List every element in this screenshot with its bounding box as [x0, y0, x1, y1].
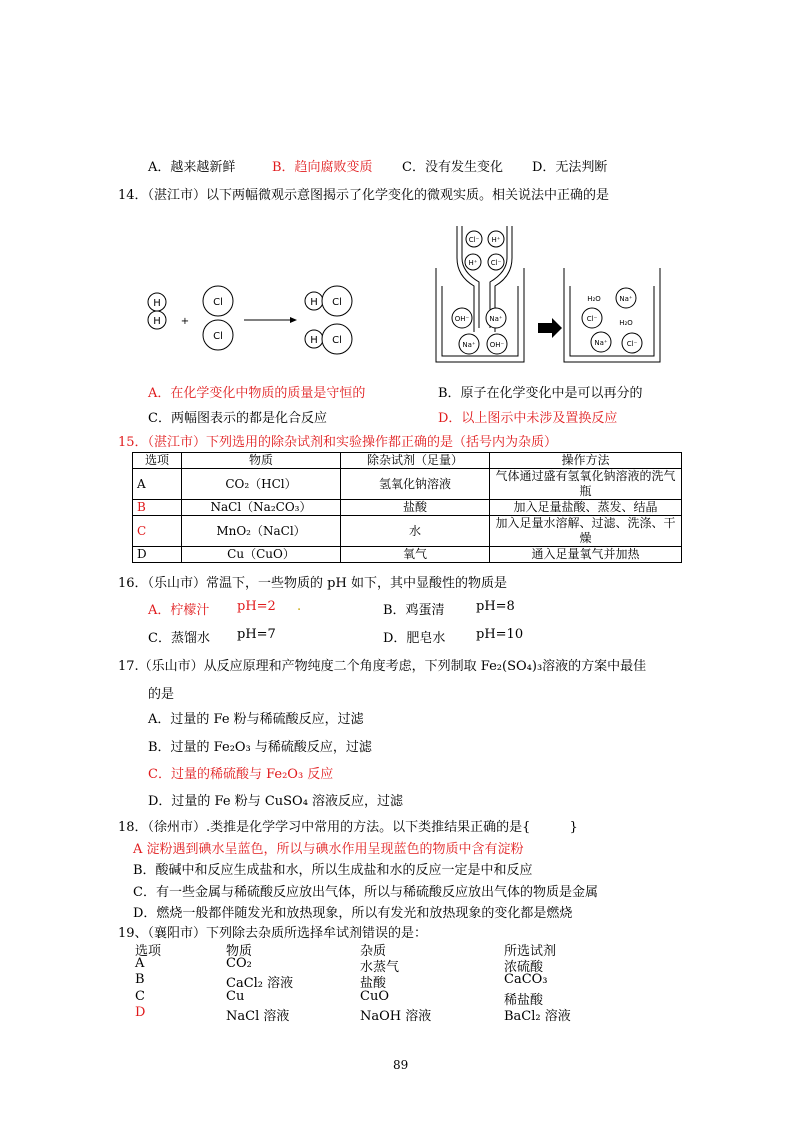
- q16-stem: 16．（乐山市）常温下，一些物质的 pH 如下，其中显酸性的物质是: [118, 576, 507, 591]
- q13-option-b: B．趋向腐败变质: [272, 160, 373, 175]
- q16-option-c: C．蒸馏水: [148, 631, 210, 646]
- beaker-before: [436, 268, 524, 362]
- table-cell: 盐酸: [341, 500, 490, 516]
- h-atom-label: H: [310, 335, 318, 346]
- cl-atom-label: Cl: [213, 297, 223, 308]
- q16-option-a: A．柠檬汁: [148, 603, 210, 618]
- svg-text:H₂O: H₂O: [619, 319, 633, 327]
- svg-text:Na⁺: Na⁺: [489, 315, 503, 323]
- cl-atom-label: Cl: [213, 331, 223, 342]
- svg-text:Na⁺: Na⁺: [619, 295, 633, 303]
- list-item: C: [135, 989, 145, 1004]
- table-cell: 氧气: [341, 547, 490, 563]
- q17-option-c: C．过量的稀硫酸与 Fe₂O₃ 反应: [148, 767, 334, 782]
- table-cell: B: [133, 500, 182, 516]
- hcl-molecule: [305, 286, 352, 316]
- cl2-molecule: [203, 286, 233, 350]
- q14-option-a: A．在化学变化中物质的质量是守恒的: [148, 386, 366, 401]
- table-cell: 通入足量氧气并加热: [490, 547, 682, 563]
- q19-stem: 19、（襄阳市）下列除去杂质所选择牟试剂错误的是：: [118, 926, 428, 941]
- svg-text:Cl⁻: Cl⁻: [468, 236, 480, 244]
- q14-option-c: C．两幅图表示的都是化合反应: [148, 411, 327, 426]
- list-item: 浓硫酸: [504, 960, 544, 975]
- list-item: D: [135, 1005, 146, 1020]
- table-header: 选项: [133, 453, 182, 469]
- q16-option-b: B．鸡蛋清: [383, 603, 445, 618]
- table-cell: 加入足量水溶解、过滤、洗涤、干燥: [490, 516, 682, 547]
- table-cell: NaCl（Na₂CO₃）: [182, 500, 341, 516]
- list-item: Cu: [226, 989, 245, 1004]
- table-header-row: [133, 453, 682, 469]
- beaker-after: [564, 268, 660, 362]
- table-cell: Cu（CuO）: [182, 547, 341, 563]
- q13-option-a: A．越来越新鲜: [148, 160, 236, 175]
- list-item: A: [135, 956, 145, 971]
- q16-option-b-ph: pH=8: [476, 599, 515, 614]
- page-number: 89: [393, 1058, 409, 1072]
- q17-option-a: A．过量的 Fe 粉与稀硫酸反应，过滤: [148, 712, 364, 727]
- dropper-ions: [465, 231, 504, 270]
- table-cell: 加入足量盐酸、蒸发、结晶: [490, 500, 682, 516]
- svg-text:H⁺: H⁺: [491, 236, 501, 244]
- q14-stem: 14．（湛江市）以下两幅微观示意图揭示了化学变化的微观实质。相关说法中正确的是: [118, 188, 610, 203]
- svg-text:H⁺: H⁺: [468, 259, 478, 267]
- table-row: [133, 500, 682, 516]
- q15-table: [132, 452, 682, 563]
- table-cell: CO₂（HCl）: [182, 469, 341, 500]
- q15-stem: 15．（湛江市）下列选用的除杂试剂和实验操作都正确的是（括号内为杂质）: [118, 435, 558, 450]
- list-item: 稀盐酸: [504, 993, 544, 1008]
- h-atom-label: H: [153, 316, 161, 327]
- table-cell: D: [133, 547, 182, 563]
- h2-molecule: [148, 293, 166, 329]
- plus-sign: +: [180, 316, 190, 327]
- list-item: NaOH 溶液: [360, 1009, 432, 1024]
- table-row: [133, 516, 682, 547]
- cl-atom-label: Cl: [332, 335, 342, 346]
- list-item: B: [135, 972, 145, 987]
- svg-text:Cl⁻: Cl⁻: [586, 315, 598, 323]
- table-cell: 氢氧化钠溶液: [341, 469, 490, 500]
- table-cell: MnO₂（NaCl）: [182, 516, 341, 547]
- beaker-after-particles: [582, 288, 642, 353]
- hcl-molecule: [305, 324, 352, 354]
- table-cell: 气体通过盛有氢氧化钠溶液的洗气瓶: [490, 469, 682, 500]
- list-item: CO₂: [226, 956, 252, 971]
- list-item: BaCl₂ 溶液: [504, 1009, 571, 1024]
- q16-option-a-dot: .: [297, 599, 302, 614]
- table-row: [133, 547, 682, 563]
- table-row: [133, 469, 682, 500]
- list-item: CuO: [360, 989, 389, 1004]
- list-header: 选项: [135, 944, 162, 959]
- q13-option-c: C．没有发生变化: [402, 160, 503, 175]
- h-atom-label: H: [153, 298, 161, 309]
- h-atom-label: H: [310, 297, 318, 308]
- list-header: 杂质: [360, 944, 387, 959]
- list-item: CaCO₃: [504, 972, 548, 987]
- list-item: NaCl 溶液: [226, 1009, 290, 1024]
- svg-text:OH⁻: OH⁻: [489, 341, 505, 349]
- process-arrow: [538, 318, 562, 338]
- svg-text:H₂O: H₂O: [587, 295, 601, 303]
- q14-diagram: [140, 222, 670, 370]
- q17-stem: 17.（乐山市）从反应原理和产物纯度二个角度考虑，下列制取 Fe₂(SO₄)₃溶液的方案中最佳: [118, 659, 647, 674]
- q16-option-d-ph: pH=10: [476, 627, 524, 642]
- table-cell: A: [133, 469, 182, 500]
- q13-option-d: D．无法判断: [532, 160, 608, 175]
- q18-option-d: D．燃烧一般都伴随发光和放热现象，所以有发光和放热现象的变化都是燃烧: [133, 906, 573, 921]
- list-header: 物质: [226, 944, 253, 959]
- svg-text:Na⁺: Na⁺: [462, 341, 476, 349]
- list-item: 水蒸气: [360, 960, 400, 975]
- table-header: 操作方法: [490, 453, 682, 469]
- q17-stem-continued: 的是: [148, 687, 175, 702]
- list-header: 所选试剂: [504, 944, 557, 959]
- table-cell: C: [133, 516, 182, 547]
- list-item: 盐酸: [360, 976, 387, 991]
- q18-option-a: A 淀粉遇到碘水呈蓝色，所以与碘水作用呈现蓝色的物质中含有淀粉: [133, 842, 524, 857]
- q16-option-a-ph: pH=2: [237, 599, 276, 614]
- table-header: 除杂试剂（足量）: [341, 453, 490, 469]
- svg-text:Cl⁻: Cl⁻: [626, 340, 638, 348]
- q18-option-c: C．有一些金属与稀硫酸反应放出气体，所以与稀硫酸反应放出气体的物质是金属: [133, 885, 598, 900]
- q18-stem: 18．（徐州市）.类推是化学学习中常用的方法。以下类推结果正确的是{ }: [118, 820, 578, 835]
- list-item: CaCl₂ 溶液: [226, 976, 294, 991]
- table-header: 物质: [182, 453, 341, 469]
- cl-atom-label: Cl: [332, 297, 342, 308]
- q17-option-d: D．过量的 Fe 粉与 CuSO₄ 溶液反应，过滤: [148, 794, 404, 809]
- q17-option-b: B．过量的 Fe₂O₃ 与稀硫酸反应，过滤: [148, 740, 372, 755]
- q14-option-b: B．原子在化学变化中是可以再分的: [438, 386, 643, 401]
- q18-option-b: B．酸碱中和反应生成盐和水，所以生成盐和水的反应一定是中和反应: [133, 863, 533, 878]
- svg-text:Cl⁻: Cl⁻: [490, 259, 502, 267]
- svg-text:OH⁻: OH⁻: [454, 315, 470, 323]
- q16-option-c-ph: pH=7: [237, 627, 276, 642]
- q16-option-d: D．肥皂水: [383, 631, 446, 646]
- svg-text:Na⁺: Na⁺: [594, 339, 608, 347]
- table-cell: 水: [341, 516, 490, 547]
- q14-option-d: D．以上图示中未涉及置换反应: [438, 411, 618, 426]
